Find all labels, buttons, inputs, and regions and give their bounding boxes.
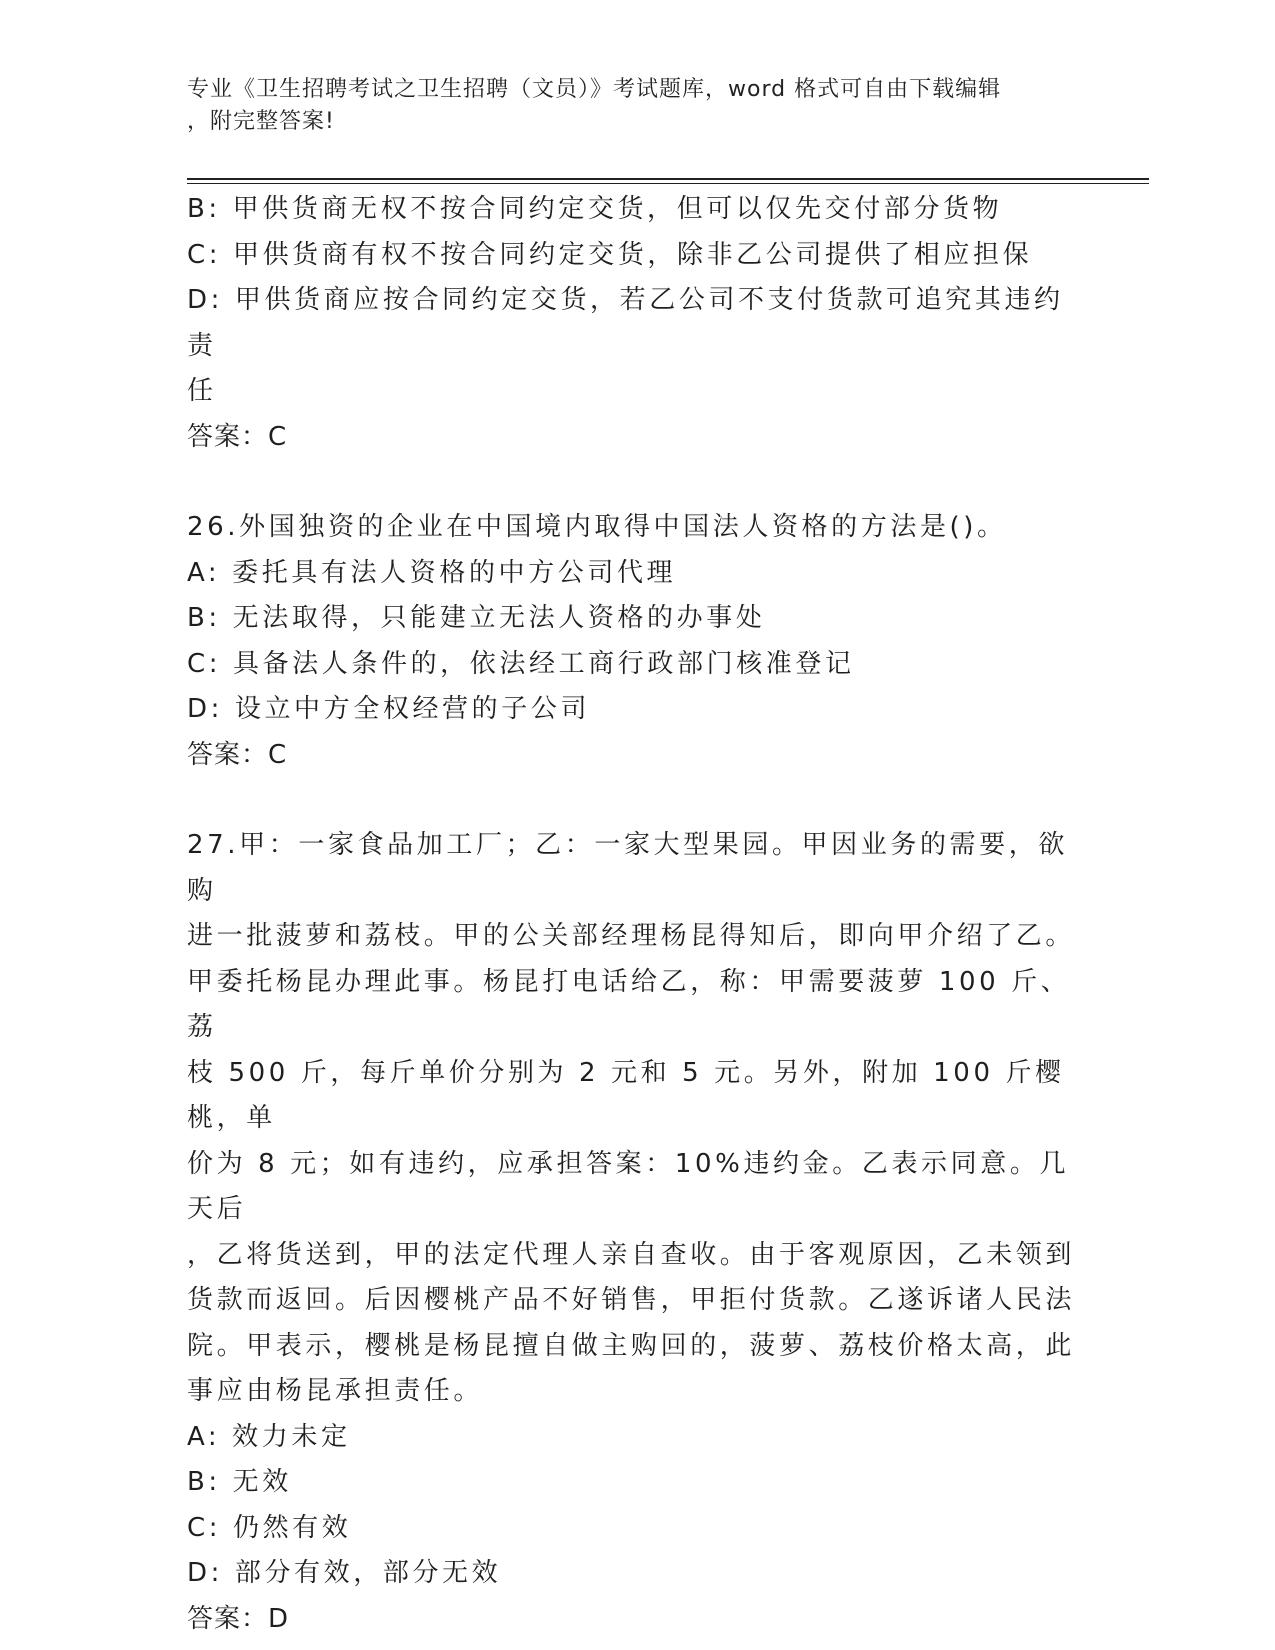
spacer [187,778,1077,823]
header-line-1: 专业《卫生招聘考试之卫生招聘（文员）》考试题库，word 格式可自由下载编辑 [187,77,1002,102]
question-content [187,187,1077,1642]
q26-stem: 26.外国独资的企业在中国境内取得中国法人资格的方法是()。 [187,512,1007,542]
question-26 [187,505,1077,778]
q26-option-c: C: 具备法人条件的，依法经工商行政部门核准登记 [187,648,855,679]
q27-option-a: A: 效力未定 [187,1421,351,1452]
q27-stem-line: 院。甲表示，樱桃是杨昆擅自做主购回的，菠萝、荔枝价格太高，此 [187,1330,1076,1361]
q27-stem-line: 27.甲：一家食品加工厂；乙：一家大型果园。甲因业务的需要，欲购 [187,830,1068,906]
q27-option-b: B: 无效 [187,1467,292,1497]
q25-answer: 答案：C [187,421,288,452]
q27-answer: 答案：D [187,1603,290,1634]
q26-option-b: B: 无法取得，只能建立无法人资格的办事处 [187,603,766,633]
question-25-tail [187,187,1077,460]
q27-stem-line: 货款而返回。后因樱桃产品不好销售，甲拒付货款。乙遂诉诸人民法 [187,1285,1076,1315]
q26-option-a: A: 委托具有法人资格的中方公司代理 [187,557,677,588]
q27-stem-line: 价为 8 元；如有违约，应承担答案：10%违约金。乙表示同意。几天后 [187,1148,1070,1224]
document-header [187,74,1067,138]
q27-stem-line: 事应由杨昆承担责任。 [187,1376,484,1406]
q27-stem-line: ，乙将货送到，甲的法定代理人亲自查收。由于客观原因，乙未领到 [187,1239,1076,1270]
header-divider-thin [187,183,1149,184]
spacer [187,460,1077,505]
q25-option-b: B: 甲供货商无权不按合同约定交货，但可以仅先交付部分货物 [187,194,1003,224]
q27-option-d: D: 部分有效，部分无效 [187,1558,502,1588]
q27-stem-line: 进一批菠萝和荔枝。甲的公关部经理杨昆得知后，即向甲介绍了乙。 [187,921,1076,951]
q25-option-c: C: 甲供货商有权不按合同约定交货，除非乙公司提供了相应担保 [187,239,1033,270]
q27-option-c: C: 仍然有效 [187,1512,352,1543]
q26-answer: 答案：C [187,739,288,770]
question-27 [187,823,1077,1642]
q25-option-d-line-2: 任 [187,376,217,406]
q25-option-d-line-1: D: 甲供货商应按合同约定交货，若乙公司不支付货款可追究其违约责 [187,285,1064,361]
header-divider-thick [187,178,1149,180]
header-line-2: ，附完整答案! [187,109,335,134]
q26-option-d: D: 设立中方全权经营的子公司 [187,694,591,724]
q27-stem-line: 甲委托杨昆办理此事。杨昆打电话给乙，称：甲需要菠萝 100 斤、荔 [187,966,1071,1042]
q27-stem-line: 枝 500 斤，每斤单价分别为 2 元和 5 元。另外，附加 100 斤樱桃，单 [187,1057,1065,1133]
